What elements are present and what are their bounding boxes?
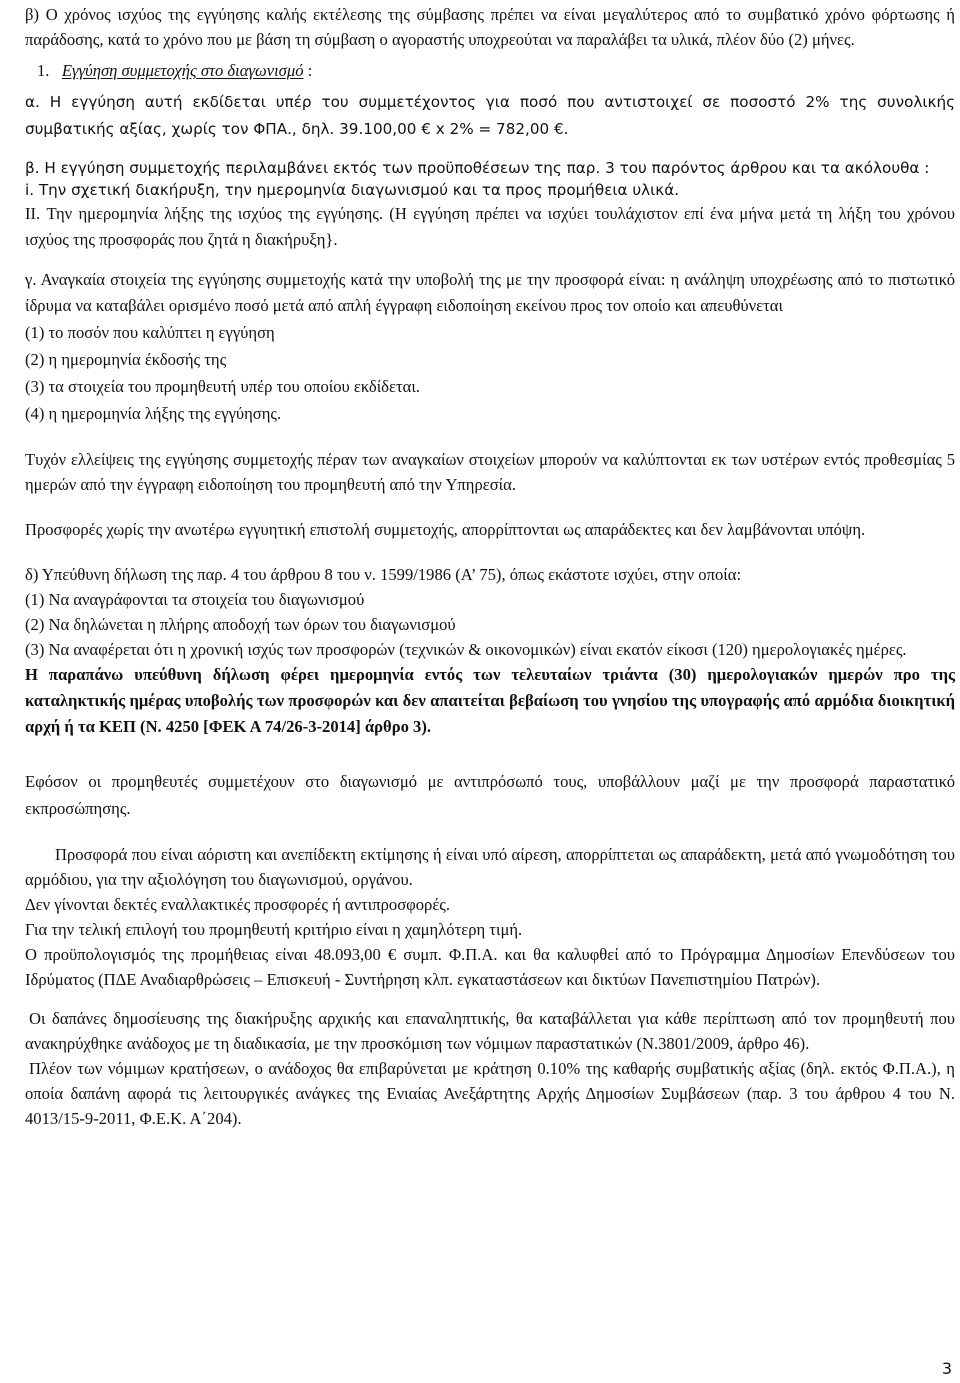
paragraph-criterion: Για την τελική επιλογή του προμηθευτή κριτήριο είναι η χαμηλότερη τιμή. [25,920,523,939]
paragraph-publication-costs: Οι δαπάνες δημοσίευσης της διακήρυξης αρχικής και επαναληπτικής, θα καταβάλλεται για κάθε περίπτωση από τον προμηθευτή που ανακηρύχθηκε ανάδοχος με τη διαδικασία, με την προσκόμιση των νόμιμων παραστατικών (Ν.3801/2009, άρθρο 46). [25,1009,955,1053]
paragraph-deficiencies: Τυχόν ελλείψεις της εγγύησης συμμετοχής πέραν των αναγκαίων στοιχείων μπορούν να καλύπτονται εκ των υστέρων εντός προθεσμίας 5 ημερών από την έγγραφη ειδοποίηση του προμηθευτή από την Υπηρεσία. [25,450,955,494]
paragraph-beta: β. Η εγγύηση συμμετοχής περιλαμβάνει εκτός των προϋποθέσεων της παρ. 3 του παρόντος άρθρου και τα ακόλουθα : [25,159,930,177]
paragraph-delta-1: (1) Να αναγράφονται τα στοιχεία του διαγωνισμού [25,590,365,609]
page-number: 3 [941,1359,952,1378]
section-heading-number: 1. [37,61,50,80]
paragraph-alternative-offers: Δεν γίνονται δεκτές εναλλακτικές προσφορές ή αντιπροσφορές. [25,895,451,914]
paragraph-beta-ii: II. Την ημερομηνία λήξης της ισχύος της εγγύησης. (Η εγγύηση πρέπει να ισχύει τουλάχιστον επί ένα μήνα μετά τη λήξη του χρόνου ισχύος της προσφοράς που ζητά η διακήρυξη}. [25,204,955,249]
paragraph-delta-3: (3) Να αναφέρεται ότι η χρονική ισχύς των προσφορών (τεχνικών & οικονομικών) είναι εκατόν είκοσι (120) ημερολογιακές ημέρες. [25,640,907,659]
paragraph-gamma-3: (3) τα στοιχεία του προμηθευτή υπέρ του οποίου εκδίδεται. [25,377,420,396]
paragraph-alpha: α. Η εγγύηση αυτή εκδίδεται υπέρ του συμμετέχοντος για ποσό που αντιστοιχεί σε ποσοστό 2% της συνολικής συμβατικής αξίας, χωρίς τον ΦΠΑ., δηλ. 39.100,00 € x 2% = 782,00 €. [25,93,955,138]
paragraph-gamma-1: (1) το ποσόν που καλύπτει η εγγύηση [25,323,275,342]
paragraph-beta-guarantee-validity: β) Ο χρόνος ισχύος της εγγύησης καλής εκτέλεσης της σύμβασης πρέπει να είναι μεγαλύτερος από το συμβατικό χρόνο φόρτωσης ή παράδοσης, κατά το χρόνο που με βάση τη σύμβαση ο αγοραστής υποχρεούται να παραλάβει τα υλικά, πλέον δύο (2) μήνες. [25,5,955,49]
paragraph-delta-2: (2) Να δηλώνεται η πλήρης αποδοχή των όρων του διαγωνισμού [25,615,456,634]
document-body [25,0,955,1131]
paragraph-budget: Ο προϋπολογισμός της προμήθειας είναι 48.093,00 € συμπ. Φ.Π.Α. και θα καλυφθεί από το Πρόγραμμα Δημοσίων Επενδύσεων του Ιδρύματος (ΠΔΕ Αναδιαρθρώσεις – Επισκευή - Συντήρηση κλπ. εγκαταστάσεων και δικτύων Πανεπιστημίου Πατρών). [25,945,955,989]
paragraph-vague-offer: Προσφορά που είναι αόριστη και ανεπίδεκτη εκτίμησης ή είναι υπό αίρεση, απορρίπτεται ως απαράδεκτη, μετά από γνωμοδότηση του αρμόδιου, για την αξιολόγηση του διαγωνισμού, οργάνου. [25,845,955,889]
paragraph-delta: δ) Υπεύθυνη δήλωση της παρ. 4 του άρθρου 8 του ν. 1599/1986 (Α’ 75), όπως εκάστοτε ισχύει, στην οποία: [25,565,742,584]
paragraph-gamma: γ. Αναγκαία στοιχεία της εγγύησης συμμετοχής κατά την υποβολή της με την προσφορά είναι: η ανάληψη υποχρέωσης από το πιστωτικό ίδρυμα να καταβάλει ορισμένο ποσό μετά από απλή έγγραφη ειδοποίηση εκείνου προς τον οποίο και απευθύνεται [25,270,955,315]
paragraph-gamma-2: (2) η ημερομηνία έκδοσής της [25,350,227,369]
paragraph-rejected-offers: Προσφορές χωρίς την ανωτέρω εγγυητική επιστολή συμμετοχής, απορρίπτονται ως απαράδεκτες και δεν λαμβάνονται υπόψη. [25,520,866,539]
section-heading-1 [25,58,955,83]
paragraph-beta-i: i. Την σχετική διακήρυξη, την ημερομηνία διαγωνισμού και τα προς προμήθεια υλικά. [25,181,680,199]
paragraph-declaration-bold: Η παραπάνω υπεύθυνη δήλωση φέρει ημερομηνία εντός των τελευταίων τριάντα (30) ημερολογιακών ημερών προ της καταληκτικής ημέρας υποβολής των προσφορών και δεν απαιτείται βεβαίωση του γνησίου της υπογραφής από αρμόδια διοικητική αρχή ή τα ΚΕΠ (Ν. 4250 [ΦΕΚ Α 74/26-3-2014] άρθρο 3). [25,665,955,736]
section-heading-colon: : [303,61,313,80]
paragraph-withholding: Πλέον των νόμιμων κρατήσεων, ο ανάδοχος θα επιβαρύνεται με κράτηση 0.10% της καθαρής συμβατικής αξίας (δηλ. εκτός Φ.Π.Α.), η οποία δαπάνη αφορά τις λειτουργικές ανάγκες της Ενιαίας Ανεξάρτητης Αρχής Δημοσίων Συμβάσεων (παρ. 3 του άρθρου 4 του Ν. 4013/15-9-2011, Φ.Ε.Κ. Α΄204). [25,1059,955,1128]
section-heading-title: Εγγύηση συμμετοχής στο διαγωνισμό [61,61,304,80]
paragraph-representative: Εφόσον οι προμηθευτές συμμετέχουν στο διαγωνισμό με αντιπρόσωπό τους, υποβάλλουν μαζί με την προσφορά παραστατικό εκπροσώπησης. [25,772,955,818]
paragraph-gamma-4: (4) η ημερομηνία λήξης της εγγύησης. [25,404,282,423]
